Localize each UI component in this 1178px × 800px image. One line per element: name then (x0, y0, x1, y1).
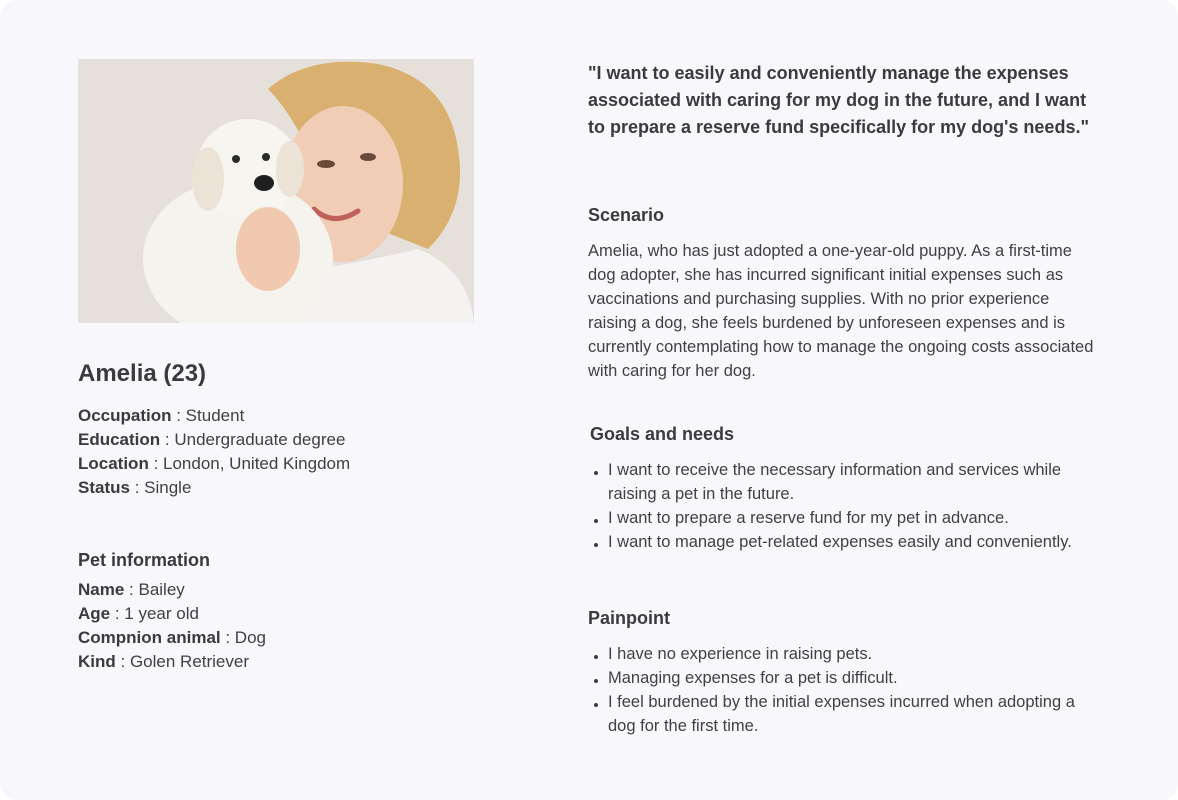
pet-detail-name: Name : Bailey (78, 580, 185, 599)
scenario-text: Amelia, who has just adopted a one-year-old puppy. As a first-time dog adopter, she has incurred significant initial expenses such as vaccinations and purchasing supplies. With no prior experience raising a dog, she feels burdened by unforeseen expenses and is currently contemplating how to manage the ongoing costs associated with caring for her dog. (588, 242, 1094, 380)
persona-quote: "I want to easily and conveniently manage the expenses associated with caring for my dog in the future, and I want to prepare a reserve fund specifically for my dog's needs." (588, 63, 1089, 137)
list-item: Managing expenses for a pet is difficult. (588, 666, 1088, 690)
detail-status: Status : Single (78, 478, 192, 497)
painpoint-title: Painpoint (588, 608, 670, 628)
goals-title: Goals and needs (590, 424, 735, 444)
pet-info-title: Pet information (78, 550, 211, 570)
goals-list (588, 458, 1088, 554)
woman-holding-puppy-photo (78, 59, 474, 323)
pet-detail-kind: Kind : Golen Retriever (78, 652, 250, 671)
persona-name: Amelia (23) (78, 360, 207, 387)
pet-details (78, 578, 266, 674)
list-item: I want to manage pet-related expenses easily and conveniently. (588, 530, 1088, 554)
list-item: I have no experience in raising pets. (588, 642, 1088, 666)
pet-detail-companion: Compnion animal : Dog (78, 628, 266, 647)
scenario-title: Scenario (588, 205, 665, 225)
persona-photo (78, 59, 474, 323)
painpoint-list (588, 642, 1088, 738)
detail-education: Education : Undergraduate degree (78, 430, 346, 449)
persona-details (78, 404, 350, 500)
pet-detail-age: Age : 1 year old (78, 604, 199, 623)
list-item: I feel burdened by the initial expenses incurred when adopting a dog for the first time. (588, 690, 1088, 738)
list-item: I want to receive the necessary information and services while raising a pet in the future. (588, 458, 1088, 506)
detail-location: Location : London, United Kingdom (78, 454, 351, 473)
detail-occupation: Occupation : Student (78, 406, 245, 425)
list-item: I want to prepare a reserve fund for my pet in advance. (588, 506, 1088, 530)
